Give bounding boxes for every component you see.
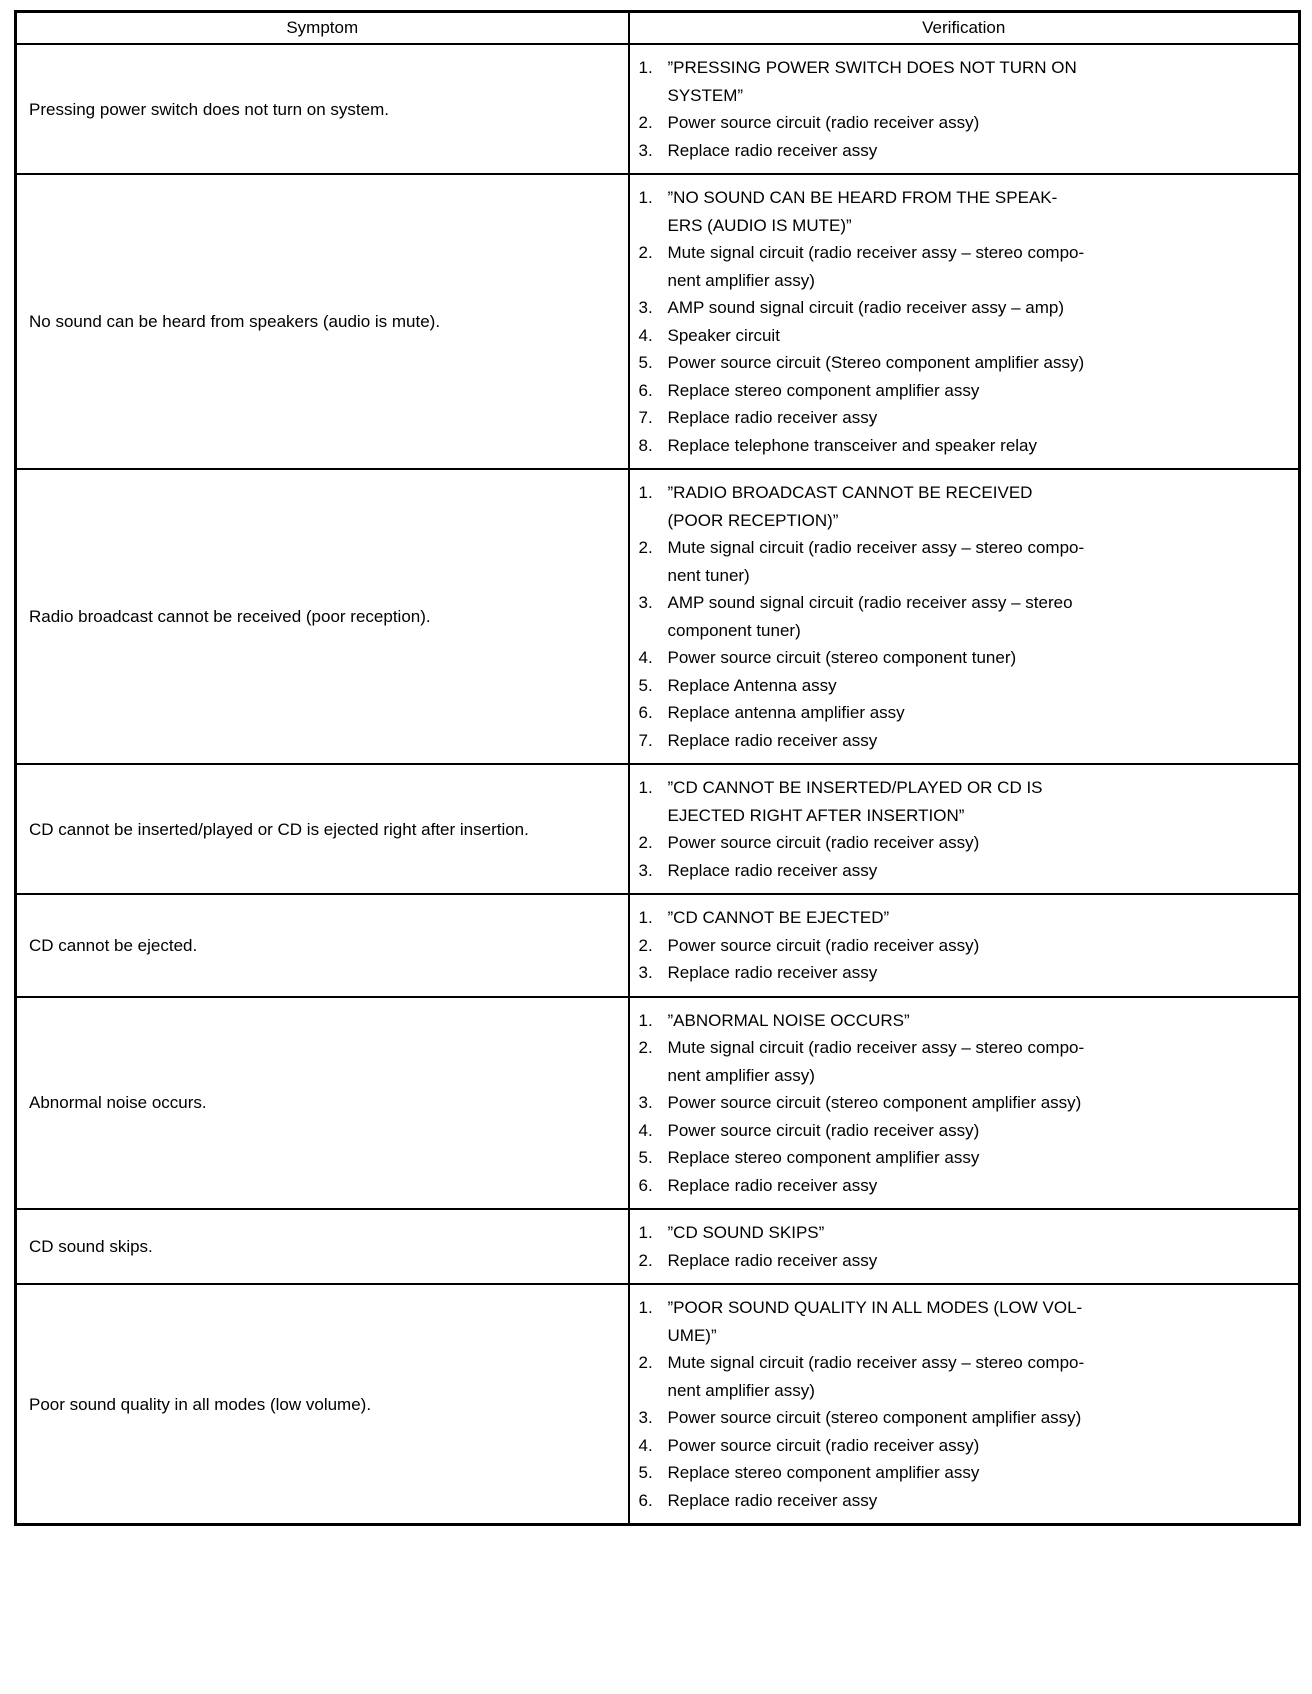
table-row [16, 44, 1300, 174]
symptom-cell [16, 44, 629, 174]
step-number: 1. [638, 908, 653, 927]
verification-step [639, 1172, 1291, 1200]
step-line: EJECTED RIGHT AFTER INSERTION” [667, 805, 965, 825]
step-number: 7. [638, 408, 653, 427]
verification-step [639, 294, 1291, 322]
table-row [16, 469, 1300, 764]
step-line: Replace Antenna assy [667, 675, 837, 695]
symptom-text: Radio broadcast cannot be received (poor reception). [29, 607, 431, 626]
step-number: 6. [638, 380, 653, 400]
step-number: 2. [638, 538, 653, 557]
step-line: Power source circuit (stereo component tuner) [667, 648, 1017, 667]
step-line: ”CD SOUND SKIPS” [667, 1223, 825, 1242]
symptom-text: Poor sound quality in all modes (low volume). [29, 1394, 372, 1414]
step-line: ”CD CANNOT BE EJECTED” [667, 908, 890, 927]
verification-step [639, 404, 1291, 432]
step-line: Replace stereo component amplifier assy [667, 380, 980, 400]
step-line: AMP sound signal circuit (radio receiver assy – amp) [667, 298, 1065, 317]
symptom-text: Pressing power switch does not turn on system. [29, 99, 389, 119]
verification-step [639, 1117, 1291, 1145]
verification-step [639, 1089, 1291, 1117]
step-number: 3. [638, 140, 653, 160]
step-text [668, 857, 1291, 885]
step-text [668, 1349, 1291, 1404]
step-number: 3. [638, 593, 653, 612]
verification-step [639, 959, 1291, 987]
troubleshooting-table [14, 10, 1301, 1526]
step-number: 6. [638, 1490, 653, 1510]
step-text [668, 137, 1291, 165]
step-text [668, 1117, 1291, 1145]
verification-cell [629, 1284, 1300, 1525]
verification-step [639, 1487, 1291, 1515]
symptom-text: CD sound skips. [29, 1237, 153, 1256]
step-text [668, 109, 1291, 137]
step-text [668, 377, 1291, 405]
step-line: Replace stereo component amplifier assy [667, 1463, 980, 1482]
symptom-text: CD cannot be ejected. [29, 935, 198, 955]
step-text [668, 1007, 1291, 1035]
table-row [16, 764, 1300, 894]
verification-step [639, 1459, 1291, 1487]
step-line: Replace stereo component amplifier assy [667, 1148, 980, 1167]
step-line: Power source circuit (stereo component amplifier assy) [667, 1408, 1082, 1427]
step-line: ”POOR SOUND QUALITY IN ALL MODES (LOW VOL- [667, 1298, 1083, 1317]
verification-cell [629, 469, 1300, 764]
verification-step [639, 54, 1291, 109]
step-text [668, 672, 1291, 700]
step-number: 3. [638, 1093, 653, 1112]
step-number: 1. [638, 483, 653, 502]
step-number: 4. [638, 648, 653, 667]
step-line: Replace antenna amplifier assy [667, 703, 905, 722]
step-number: 1. [638, 778, 653, 797]
verification-step [639, 137, 1291, 165]
step-text [668, 479, 1291, 534]
step-line: ”ABNORMAL NOISE OCCURS” [667, 1010, 910, 1030]
step-text [668, 1459, 1291, 1487]
verification-step [639, 432, 1291, 460]
step-line: Power source circuit (radio receiver assy) [667, 1435, 980, 1455]
verification-step [639, 1432, 1291, 1460]
step-line: Power source circuit (radio receiver assy) [667, 113, 980, 132]
symptom-cell [16, 469, 629, 764]
verification-step [639, 109, 1291, 137]
step-text [668, 774, 1291, 829]
verification-step [639, 479, 1291, 534]
symptom-cell [16, 174, 629, 469]
step-line: ERS (AUDIO IS MUTE)” [667, 215, 852, 235]
step-line: (POOR RECEPTION)” [667, 510, 839, 530]
step-line: Mute signal circuit (radio receiver assy – stereo compo- [667, 1353, 1085, 1372]
step-text [668, 184, 1291, 239]
verification-cell [629, 174, 1300, 469]
step-line: nent amplifier assy) [667, 1065, 815, 1085]
step-line: nent amplifier assy) [667, 1380, 815, 1400]
step-text [668, 349, 1291, 377]
step-line: Replace radio receiver assy [667, 1490, 878, 1510]
step-line: ”CD CANNOT BE INSERTED/PLAYED OR CD IS [667, 778, 1043, 797]
step-text [668, 1089, 1291, 1117]
verification-step [639, 932, 1291, 960]
step-number: 5. [638, 1148, 653, 1167]
verification-step [639, 904, 1291, 932]
verification-step [639, 672, 1291, 700]
step-text [668, 1294, 1291, 1349]
table-row [16, 1209, 1300, 1284]
step-number: 2. [638, 1353, 653, 1372]
step-text [668, 294, 1291, 322]
step-text [668, 644, 1291, 672]
step-line: SYSTEM” [667, 85, 744, 105]
step-line: Power source circuit (Stereo component amplifier assy) [667, 353, 1085, 372]
step-text [668, 959, 1291, 987]
step-number: 3. [638, 860, 653, 880]
step-text [668, 534, 1291, 589]
verification-step [639, 857, 1291, 885]
step-line: nent tuner) [667, 565, 750, 585]
verification-step [639, 829, 1291, 857]
step-number: 3. [638, 963, 653, 982]
step-text [668, 1219, 1291, 1247]
step-line: Replace radio receiver assy [667, 140, 878, 160]
verification-step [639, 534, 1291, 589]
verification-cell [629, 764, 1300, 894]
step-line: Power source circuit (stereo component amplifier assy) [667, 1093, 1082, 1112]
step-line: Replace radio receiver assy [667, 408, 878, 427]
verification-step [639, 644, 1291, 672]
step-line: Replace radio receiver assy [667, 1175, 878, 1195]
symptom-cell [16, 764, 629, 894]
step-text [668, 589, 1291, 644]
step-line: Mute signal circuit (radio receiver assy – stereo compo- [667, 1038, 1085, 1057]
header-row [16, 12, 1300, 45]
step-line: Power source circuit (radio receiver assy) [667, 1120, 980, 1140]
step-text [668, 239, 1291, 294]
step-text [668, 1172, 1291, 1200]
step-number: 7. [638, 730, 653, 750]
symptom-text: Abnormal noise occurs. [29, 1093, 207, 1113]
step-number: 2. [638, 1250, 653, 1270]
table-row [16, 894, 1300, 997]
verification-step [639, 1219, 1291, 1247]
symptom-text: No sound can be heard from speakers (audio is mute). [29, 312, 441, 331]
verification-step [639, 349, 1291, 377]
verification-step [639, 727, 1291, 755]
step-text [668, 1487, 1291, 1515]
verification-column-header: Verification [629, 12, 1300, 45]
step-text [668, 1404, 1291, 1432]
step-text [668, 1247, 1291, 1275]
step-line: Replace radio receiver assy [667, 963, 878, 982]
verification-step [639, 589, 1291, 644]
step-number: 2. [638, 833, 653, 852]
verification-cell [629, 997, 1300, 1210]
symptom-cell [16, 1284, 629, 1525]
step-line: ”PRESSING POWER SWITCH DOES NOT TURN ON [667, 58, 1077, 77]
step-text [668, 1144, 1291, 1172]
step-line: Mute signal circuit (radio receiver assy – stereo compo- [667, 243, 1085, 262]
verification-step [639, 1349, 1291, 1404]
symptom-cell [16, 1209, 629, 1284]
step-text [668, 727, 1291, 755]
verification-cell [629, 894, 1300, 997]
step-line: AMP sound signal circuit (radio receiver assy – stereo [667, 593, 1073, 612]
step-number: 6. [638, 703, 653, 722]
verification-step [639, 1144, 1291, 1172]
step-text [668, 904, 1291, 932]
step-text [668, 322, 1291, 350]
table-row [16, 997, 1300, 1210]
step-line: Mute signal circuit (radio receiver assy – stereo compo- [667, 538, 1085, 557]
verification-step [639, 239, 1291, 294]
step-text [668, 432, 1291, 460]
step-number: 1. [638, 58, 653, 77]
verification-cell [629, 1209, 1300, 1284]
verification-step [639, 184, 1291, 239]
step-text [668, 932, 1291, 960]
step-text [668, 829, 1291, 857]
step-line: Replace radio receiver assy [667, 860, 878, 880]
step-number: 5. [638, 675, 653, 695]
step-line: Speaker circuit [667, 325, 780, 345]
step-line: UME)” [667, 1325, 717, 1345]
verification-step [639, 1294, 1291, 1349]
step-text [668, 1432, 1291, 1460]
verification-step [639, 377, 1291, 405]
step-number: 2. [638, 935, 653, 955]
step-number: 5. [638, 1463, 653, 1482]
table-row [16, 1284, 1300, 1525]
step-text [668, 1034, 1291, 1089]
step-text [668, 54, 1291, 109]
verification-cell [629, 44, 1300, 174]
symptom-cell [16, 997, 629, 1210]
verification-step [639, 1007, 1291, 1035]
step-number: 3. [638, 298, 653, 317]
step-line: ”NO SOUND CAN BE HEARD FROM THE SPEAK- [667, 188, 1058, 207]
step-line: Power source circuit (radio receiver assy) [667, 935, 980, 955]
step-number: 8. [638, 435, 653, 455]
step-number: 2. [638, 1038, 653, 1057]
step-number: 3. [638, 1408, 653, 1427]
verification-step [639, 1247, 1291, 1275]
step-number: 4. [638, 325, 653, 345]
verification-step [639, 774, 1291, 829]
step-number: 4. [638, 1120, 653, 1140]
step-number: 2. [638, 113, 653, 132]
step-line: ”RADIO BROADCAST CANNOT BE RECEIVED [667, 483, 1033, 502]
verification-step [639, 699, 1291, 727]
verification-step [639, 1034, 1291, 1089]
step-number: 6. [638, 1175, 653, 1195]
step-number: 1. [638, 1010, 653, 1030]
symptom-text: CD cannot be inserted/played or CD is ejected right after insertion. [29, 819, 529, 839]
symptom-cell [16, 894, 629, 997]
step-line: Power source circuit (radio receiver assy) [667, 833, 980, 852]
step-text [668, 699, 1291, 727]
step-number: 2. [638, 243, 653, 262]
step-number: 5. [638, 353, 653, 372]
step-number: 1. [638, 1298, 653, 1317]
step-line: Replace radio receiver assy [667, 1250, 878, 1270]
step-line: Replace radio receiver assy [667, 730, 878, 750]
step-number: 1. [638, 1223, 653, 1242]
step-line: component tuner) [667, 620, 801, 640]
step-text [668, 404, 1291, 432]
table-row [16, 174, 1300, 469]
verification-step [639, 1404, 1291, 1432]
step-number: 4. [638, 1435, 653, 1455]
verification-step [639, 322, 1291, 350]
step-number: 1. [638, 188, 653, 207]
symptom-column-header: Symptom [16, 12, 629, 45]
step-line: nent amplifier assy) [667, 270, 815, 290]
step-line: Replace telephone transceiver and speaker relay [667, 435, 1038, 455]
